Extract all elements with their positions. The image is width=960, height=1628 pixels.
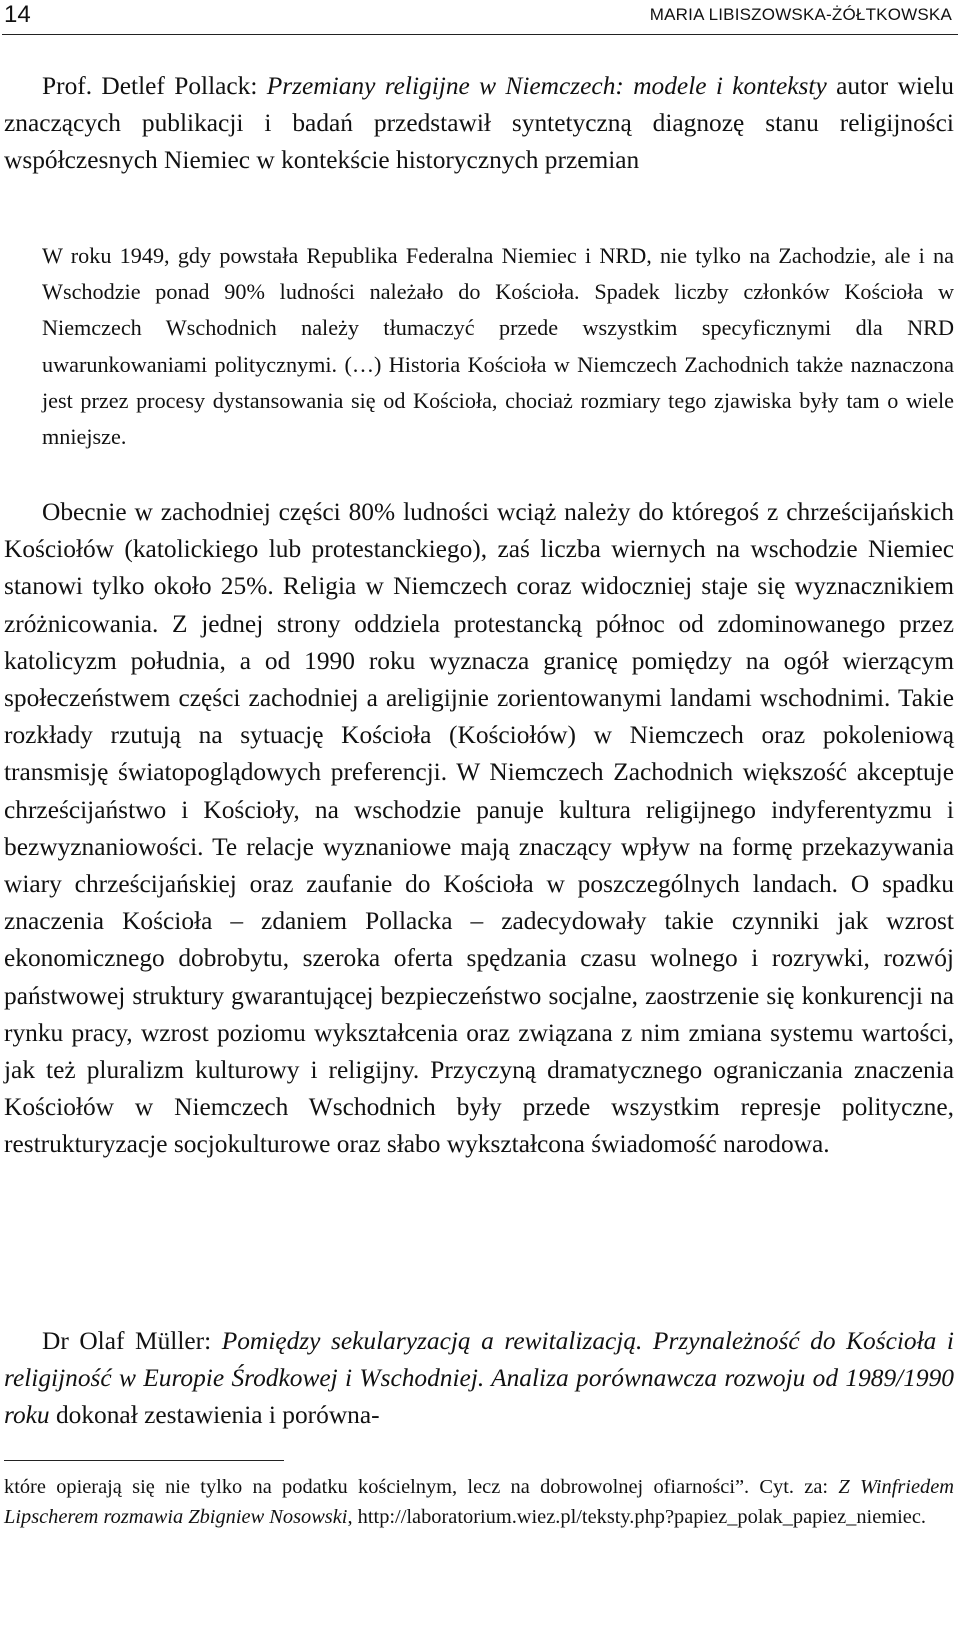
footnote-source-title: Z Winfriedem Lipscherem rozmawia Zbigniew Nosowski xyxy=(4,1476,954,1528)
block-quote: W roku 1949, gdy powstała Republika Federalna Niemiec i NRD, nie tylko na Zachodzie, ale i na Wschodzie ponad 90% ludności należało do Kościoła. Spadek liczby członków Kościoła w Niemczech Wschodnich należy tłumaczyć przede wszystkim specyficznymi dla NRD uwarunkowaniami politycznymi. (…) Historia Kościoła w Niemczech Zachodnich także naznaczona jest przez procesy dystansowania się od Kościoła, chociaż rozmiary tego zjawiska były tam o wiele mniejsze. xyxy=(42,243,954,450)
paragraph-text: dokonał zestawienia i porówna- xyxy=(49,1401,380,1430)
paragraph-text: Obecnie w zachodniej części 80% ludności wciąż należy do któregoś z chrześcijańskich Kościołów (katolickiego lub protestanckiego), zaś liczba wiernych na wschodzie Niemiec stanowi tylko około 25%. Religia w Niemczech coraz widoczniej staje się wyznacznikiem zróżnicowania. Z jednej strony oddziela protestancką północ od zdominowanego przez katolicyzm południa, a od 1990 roku wyznacza granicę pomiędzy na ogół wierzącym społeczeństwem części zachodniej a areligijnie zorientowanymi landami wschodnimi. Takie rozkłady rzutują na sytuację Kościoła (Kościołów) w Niemczech oraz pokoleniową transmisję światopoglądowych preferencji. W Niemczech Zachodnich większość akceptuje chrześcijaństwo i Kościoły, na wschodzie panuje kultura religijnego indyferentyzmu i bezwyznaniowości. Te relacje wyznaniowe mają znaczący wpływ na formę przekazywania wiary chrześcijańskiej oraz zaufanie do Kościoła w poszczególnych landach. O spadku znaczenia Kościoła – zdaniem Pollacka – zadecydowały takie czynniki jak wzrost ekonomicznego dobrobytu, szeroka oferta spędzania czasu wolnego i rozrywki, rozwój państwowej struktury gwarantującej bezpieczeństwo socjalne, zaostrzenie się konkurencji na rynku pracy, wzrost poziomu wykształcenia oraz związana z nim zmiana systemu wartości, jak też pluralizm kulturowy i religijny. Przyczyną dramatycznego ograniczania znaczenia Kościołów w Niemczech Wschodnich były przede wszystkim represje polityczne, restrukturyzacje socjokulturowe oraz słabo wykształcona świadomość narodowa. xyxy=(4,498,954,1159)
author-name: Prof. Detlef Pollack: xyxy=(42,72,267,100)
running-head: MARIA LIBISZOWSKA-ŻÓŁTKOWSKA xyxy=(649,5,952,24)
footnote-divider xyxy=(4,1460,284,1461)
footnote-url: , http://laboratorium.wiez.pl/teksty.php?papiez_polak_papiez_niemiec. xyxy=(347,1506,926,1528)
footnote xyxy=(4,1472,954,1532)
work-title: Przemiany religijne w Niemczech: modele i konteksty xyxy=(266,72,827,100)
work-title: Pomiędzy sekularyzacją a rewitalizacją. Przynależność do Kościoła i religijność w Europie Środkowej i Wschodniej. Analiza porównawcza rozwoju od 1989/1990 roku xyxy=(4,1327,954,1430)
paragraph-text: autor wielu znaczących publikacji i badań przedstawił syntetyczną diagnozę stanu religijności współczesnych Niemiec w kontekście historycznych przemian xyxy=(4,72,954,175)
author-name: Dr Olaf Müller: xyxy=(42,1327,222,1355)
paragraph-main xyxy=(4,494,954,1164)
page-number: 14 xyxy=(4,1,31,28)
paragraph-muller xyxy=(4,1323,954,1435)
paragraph-pollack-intro xyxy=(4,68,954,180)
page-header xyxy=(2,0,958,35)
footnote-text: które opierają się nie tylko na podatku kościelnym, lecz na dobrowolnej ofiarności”. Cyt. za: xyxy=(4,1476,839,1498)
